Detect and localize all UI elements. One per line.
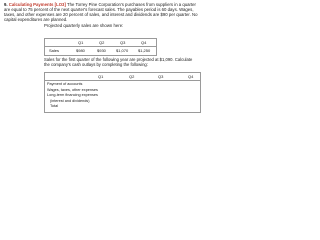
- sales-table: [44, 38, 157, 56]
- row-label-payment-of-accounts: Payment of accounts: [47, 82, 83, 86]
- followup-text: Sales for the first quarter of the following year are projected at $1,090. Calculate the company's cash outlays by completing the following:: [44, 57, 193, 67]
- row-label-interest-dividends: (interest and dividends): [50, 98, 90, 103]
- problem-title: Calculating Payments [LO3]: [8, 2, 66, 7]
- sales-header-q4: Q4: [141, 40, 147, 46]
- sales-value-q3: $1,070: [116, 48, 129, 54]
- sales-header-q2: Q2: [99, 40, 105, 46]
- sales-value-q2: $930: [97, 48, 106, 54]
- payments-table-header: [45, 73, 200, 81]
- payments-table: [44, 72, 201, 113]
- sales-value-q4: $1,250: [138, 48, 151, 54]
- payments-header-q4: Q4: [188, 74, 194, 80]
- row-label-wages-taxes: Wages, taxes, other expenses: [47, 87, 98, 92]
- payments-header-q3: Q3: [158, 74, 164, 80]
- problem-number: 9.: [4, 2, 8, 7]
- row-label-total: Total: [50, 104, 59, 108]
- row-label-long-term-financing: Long-term financing expenses: [47, 93, 98, 97]
- payments-header-q2: Q2: [129, 74, 135, 80]
- sales-row: [45, 47, 156, 54]
- table-intro: Projected quarterly sales are shown here:: [44, 22, 124, 28]
- sales-row-label: Sales: [49, 48, 60, 54]
- sales-header-q3: Q3: [120, 40, 126, 46]
- problem-statement: [4, 2, 198, 28]
- payments-header-q1: Q1: [98, 74, 104, 80]
- sales-table-header: [45, 39, 156, 47]
- sales-header-q1: Q1: [78, 40, 84, 46]
- problem-body: The Torrey Pine Corporation's purchases from suppliers in a quarter are equal to 75 percent of the next quarter's forecast sales. The payables period is 60 days. Wages, taxes, and other expenses are 20 percent of sales, and interest and dividends are $90 per quarter. No capital expenditures are planned.: [4, 2, 198, 23]
- sales-value-q1: $980: [76, 48, 85, 54]
